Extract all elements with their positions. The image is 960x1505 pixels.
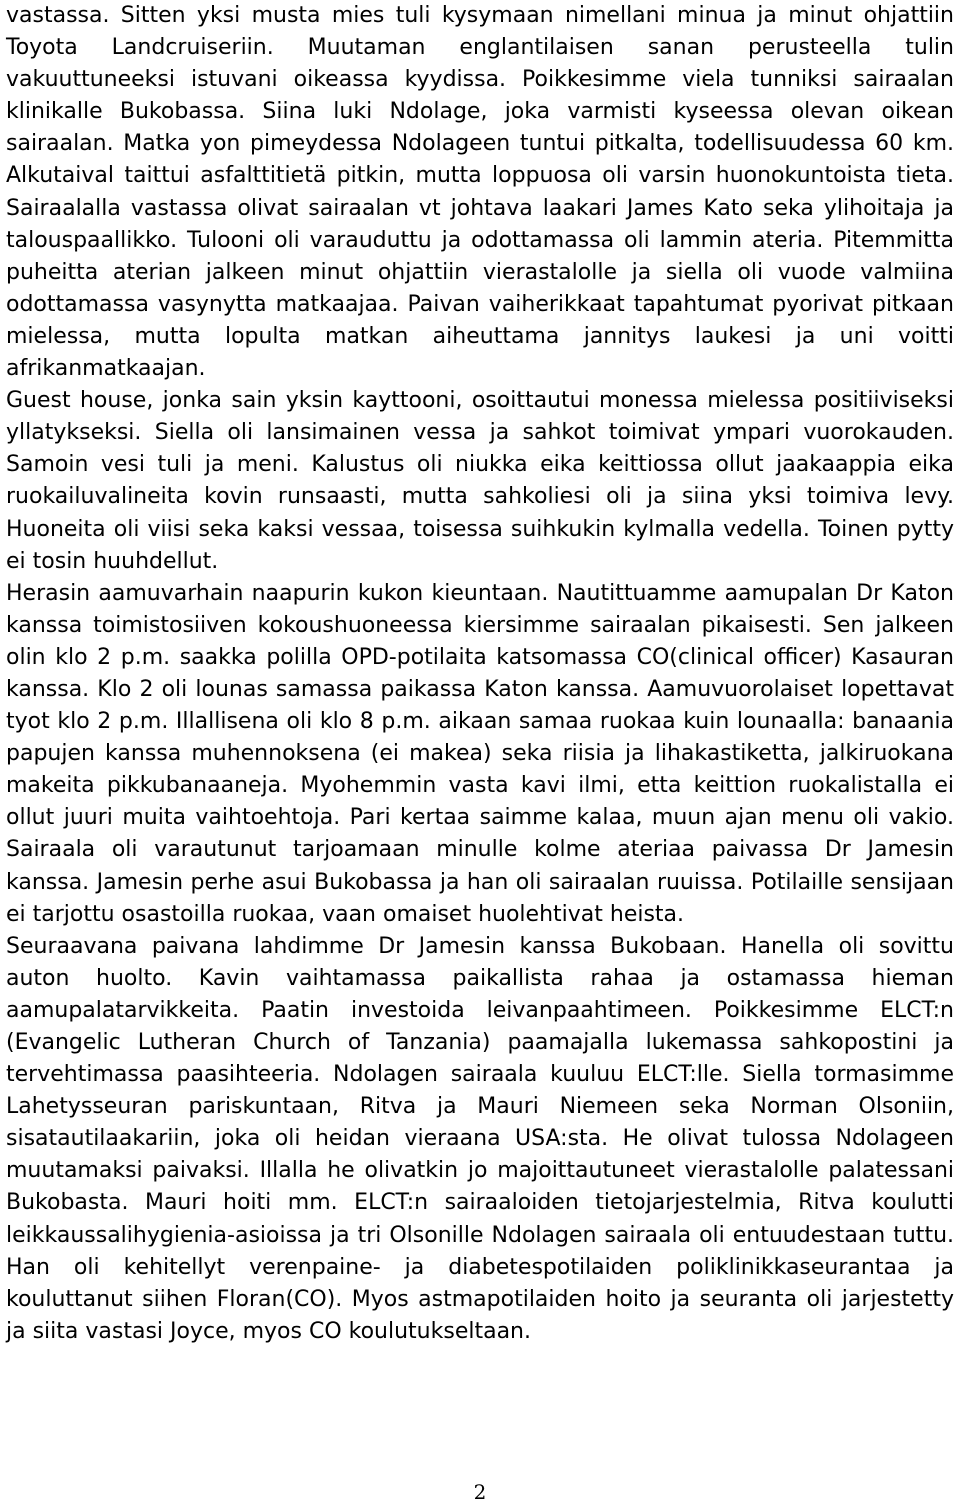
paragraph-first-day: Herasin aamuvarhain naapurin kukon kieuntaan. Nautittuamme aamupalan Dr Katon kanssa toimistosiiven kokoushuoneessa kiersimme sairaalan pikaisesti. Sen jalkeen olin klo 2 p.m. saakka polilla OPD-potilaita katsomassa CO(clinical officer) Kasauran kanssa. Klo 2 oli lounas samassa paikassa Katon kanssa. Aamuvuorolaiset lopettavat tyot klo 2 p.m. Illallisena oli klo 8 p.m. aikaan samaa ruokaa kuin lounaalla: banaania papujen kanssa muhennoksena (ei makea) seka riisia ja lihakastiketta, jalkiruokana makeita pikkubanaaneja. Myohemmin vasta kavi ilmi, etta keittion ruokalistalla ei ollut juuri muita vaihtoehtoja. Pari kertaa saimme kalaa, muun ajan menu oli vakio. Sairaala oli varautunut tarjoamaan minulle kolme ateriaa paivassa Dr Jamesin kanssa. Jamesin perhe asui Bukobassa ja han oli sairaalan ruuissa. Potilaille sensijaan ei tarjottu osastoilla ruokaa, vaan omaiset huolehtivat heista. (6, 580, 954, 927)
document-page (6, 0, 954, 1348)
paragraph-guest-house: Guest house, jonka sain yksin kayttooni, osoittautui monessa mielessa positiiviseksi yllatykseksi. Siella oli lansimainen vessa ja sahkot toimivat ympari vuorokauden. Samoin vesi tuli ja meni. Kalustus oli niukka eika keittiossa ollut jaakaappia eika ruokailuvalineita kovin runsaasti, mutta sahkoliesi oli ja siina yksi toimiva levy. Huoneita oli viisi seka kaksi vessaa, toisessa suihkukin kylmalla vedella. Toinen pytty ei tosin huuhdellut. (6, 388, 954, 574)
paragraph-arrival: vastassa. Sitten yksi musta mies tuli kysymaan nimellani minua ja minut ohjattiin Toyota Landcruiseriin. Muutaman englantilaisen sanan perusteella tulin vakuuttuneeksi istuvani oikeassa kyydissa. Poikkesimme viela tunniksi sairaalan klinikalle Bukobassa. Siina luki Ndolage, joka varmisti kyseessa olevan oikean sairaalan. Matka yon pimeydessa Ndolageen tuntui pitkalta, todellisuudessa 60 km. Alkutaival taittui asfalttitietä pitkin, mutta loppuosa oli varsin huonokuntoista tieta. Sairaalalla vastassa olivat sairaalan vt johtava laakari James Kato seka ylihoitaja ja talouspaallikko. Tulooni oli varauduttu ja odottamassa oli lammin ateria. Pitemmitta puheitta aterian jalkeen minut ohjattiin vierastalolle ja siella oli vuode valmiina odottamassa vasynytta matkaajaa. Paivan vaiherikkaat tapahtumat pyorivat pitkaan mielessa, mutta lopulta matkan aiheuttama jannitys laukesi ja uni voitti afrikanmatkaajan. (6, 3, 954, 382)
paragraph-bukoba-trip: Seuraavana paivana lahdimme Dr Jamesin kanssa Bukobaan. Hanella oli sovittu auton huolto. Kavin vaihtamassa paikallista rahaa ja ostamassa hieman aamupalatarvikkeita. Paatin investoida leivanpaahtimeen. Poikkesimme ELCT:n (Evangelic Lutheran Church of Tanzania) paamajalla lukemassa sahkopostini ja tervehtimassa paasihteeria. Ndolagen sairaala kuuluu ELCT:lle. Siella tormasimme Lahetysseuran pariskuntaan, Ritva ja Mauri Niemeen seka Norman Olsoniin, sisatautilaakariin, joka oli heidan vieraana USA:sta. He olivat tulossa Ndolageen muutamaksi paivaksi. Illalla he olivatkin jo majoittautuneet vierastalolle palatessani Bukobasta. Mauri hoiti mm. ELCT:n sairaaloiden tietojarjestelmia, Ritva koulutti leikkaussalihygienia-asioissa ja tri Olsonille Ndolagen sairaala oli entuudestaan tuttu. Han oli kehitellyt verenpaine- ja diabetespotilaiden poliklinikkaseurantaa ja kouluttanut siihen Floran(CO). Myos astmapotilaiden hoito ja seuranta oli jarjestetty ja siita vastasi Joyce, myos CO koulutukseltaan. (6, 933, 954, 1344)
page-number: 2 (473, 1480, 487, 1504)
